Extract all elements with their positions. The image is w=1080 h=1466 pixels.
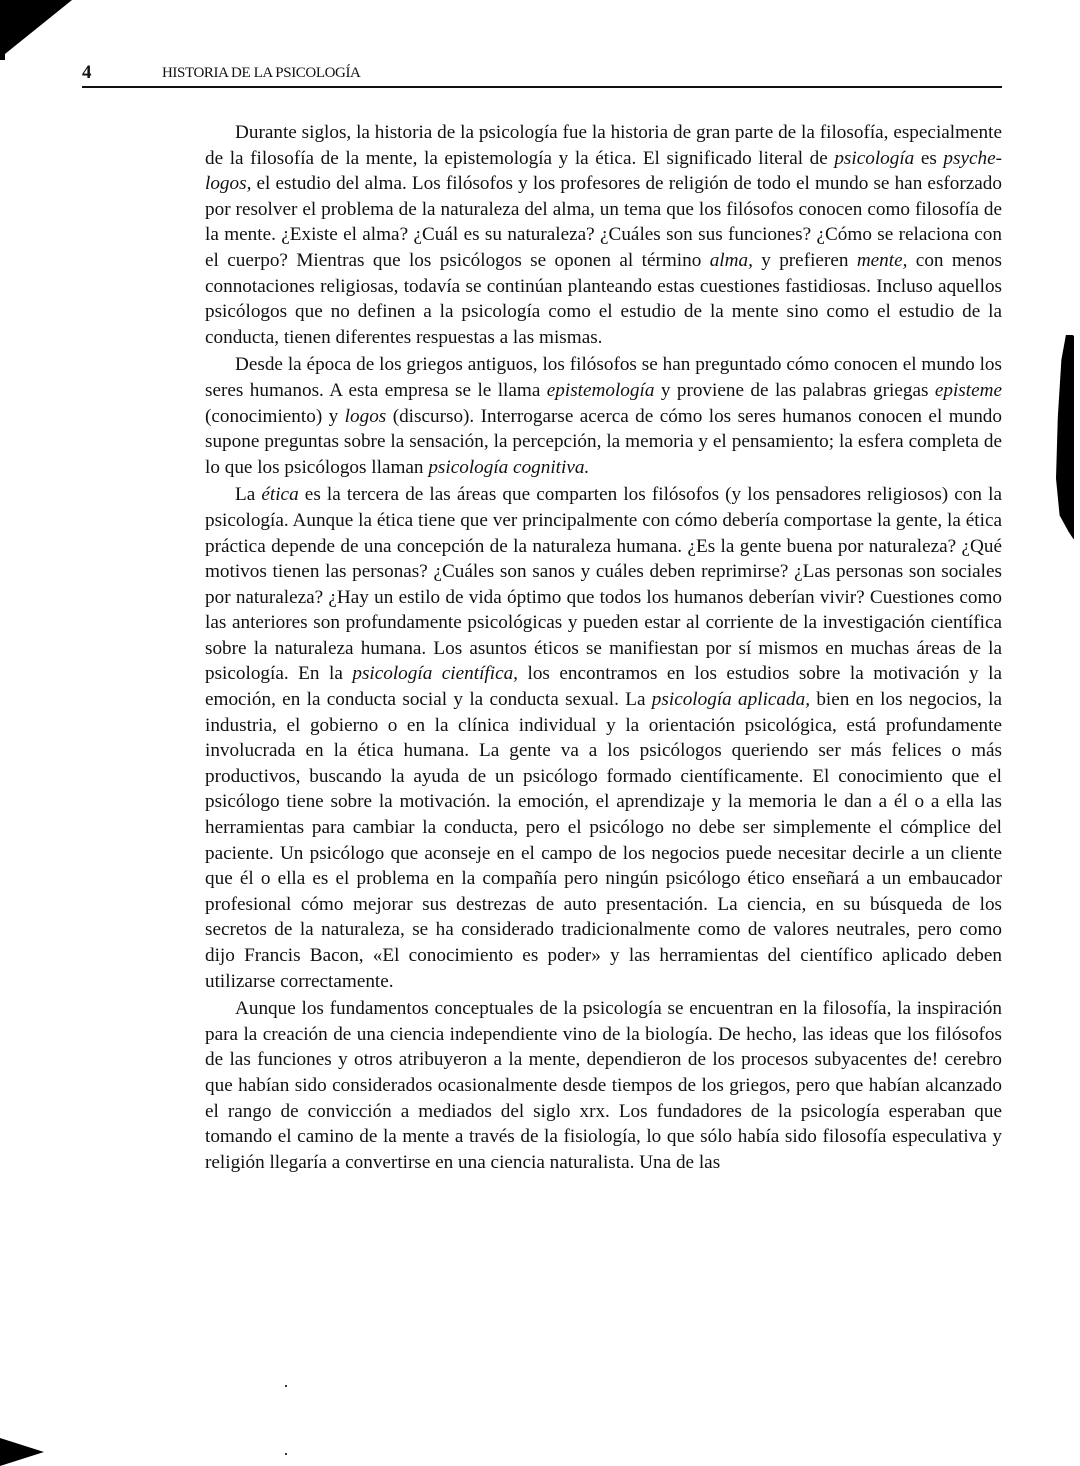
paragraph [205, 352, 1002, 480]
scan-speck [285, 1385, 287, 1387]
text-run: Durante siglos, la historia de la psicología fue la historia de gran parte de la filosofía, especialmente de la filosofía de la mente, la epistemología y la ética. El significado literal de [205, 122, 1002, 169]
text-run: es [914, 147, 944, 169]
text-run: y proviene de las palabras griegas [654, 379, 935, 401]
italic-term: episteme [934, 379, 1002, 401]
text-run: y prefieren [752, 249, 857, 271]
italic-term: psicología científica, [352, 663, 518, 685]
scan-speck [285, 1453, 287, 1455]
text-run: La [235, 484, 262, 506]
italic-term: psicología cognitiva. [428, 456, 590, 478]
italic-term: ética [261, 484, 299, 506]
corner-scan-mark-bottom [0, 1438, 44, 1466]
italic-term: psicología aplicada, [651, 689, 811, 711]
text-run: los encontramos en los estudios sobre la motivación y la emoción, en la conducta social y la conducta sexual. La [205, 663, 1003, 711]
text-run: (discurso). Interrogarse acerca de cómo los seres humanos conocen el mundo supone preguntas sobre la sensación, la percepción, la memoria y el pensamiento; la esfera completa de lo que los psicólogos llaman [205, 405, 1002, 478]
italic-term: alma, [709, 249, 753, 271]
text-run: bien en los negocios, la industria, el gobierno o en la clínica individual y la orientación psicológica, está profundamente involucrada en la ética humana. La gente va a los psicólogos queriendo ser más felices o más productivos, buscando la ayuda de un psicólogo formado científicamente. El conocimiento que el psicólogo tiene sobre la motivación. la emoción, el aprendizaje y la memoria le dan a él o a ella las herramientas para cambiar la conducta, pero el psicólogo no debe ser simplemente el cómplice del paciente. Un psicólogo que aconseje en el campo de los negocios puede necesitar decirle a un cliente que él o ella es el problema en la compañía pero ningún psicólogo ético enseñará a un embaucador profesional cómo mejorar sus destrezas de auto presentación. La ciencia, en su búsqueda de los secretos de la naturaleza, se ha considerado tradicionalmente como de valores neutrales, pero como dijo Francis Bacon, «El conocimiento es poder» y las herramientas del científico aplicado deben utilizarse correctamente. [205, 689, 1003, 992]
corner-scan-mark-triangle [0, 0, 72, 58]
text-run: (conocimiento) y [205, 405, 345, 427]
text-run: Aunque los fundamentos conceptuales de la psicología se encuentran en la filosofía, la inspiración para la creación de una ciencia independiente vino de la biología. De hecho, las ideas que los filósofos de las funciones y otros atribuyeron a la mente, dependieron de los procesos subyacentes de! cerebro que habían sido considerados ocasionalmente desde tiempos de los griegos, pero que habían alcanzado el rango de convicción a mediados del siglo xrx. Los fundadores de la psicología esperaban que tomando el camino de la mente a través de la fisiología, lo que sólo había sido filosofía especulativa y religión llegaría a convertirse en una ciencia naturalista. Una de las [205, 998, 1002, 1173]
paragraph [205, 996, 1002, 1175]
italic-term: logos [344, 405, 387, 427]
text-run: es la tercera de las áreas que comparten los filósofos (y los pensadores religiosos) con la psicología. Aunque la ética tiene que ver principalmente con cómo debería comportase la gente, la ética práctica depende de una concepción de la naturaleza humana. ¿Es la gente buena por naturaleza? ¿Qué motivos tienen las personas? ¿Cuáles son sanos y cuáles deben reprimirse? ¿Las personas son sociales por naturaleza? ¿Hay un estilo de vida óptimo que todos los humanos deberían vivir? Cuestiones como las anteriores son profundamente psicológicas y pueden estar al corriente de la investigación científica sobre la naturaleza humana. Los asuntos éticos se manifiestan por sí mismos en muchas áreas de la psicología. En la [205, 484, 1002, 685]
page-header [82, 62, 1002, 86]
body-text [205, 120, 1002, 1175]
running-title: HISTORIA DE LA PSICOLOGÍA [162, 65, 361, 81]
header-rule [82, 86, 1002, 88]
paragraph [205, 482, 1002, 994]
page-number: 4 [82, 62, 92, 83]
italic-term: psyche-logos, [205, 147, 1002, 195]
italic-term: psicología [834, 147, 915, 169]
text-run: Desde la época de los griegos antiguos, los filósofos se han preguntado cómo conocen el mundo los seres humanos. A esta empresa se le llama [205, 354, 1002, 401]
text-run: con menos connotaciones religiosas, todavía se continúan planteando estas cuestiones fastidiosas. Incluso aquellos psicólogos que no definen a la psicología como el estudio de la mente sino como el estudio de la conducta, tienen diferentes respuestas a las mismas. [205, 249, 1002, 348]
text-run: el estudio del alma. Los filósofos y los profesores de religión de todo el mundo se han esforzado por resolver el problema de la naturaleza del alma, un tema que los filósofos conocen como filosofía de la mente. ¿Existe el alma? ¿Cuál es su naturaleza? ¿Cuáles son sus funciones? ¿Cómo se relaciona con el cuerpo? Mientras que los psicólogos se oponen al término [205, 173, 1002, 271]
italic-term: mente, [856, 249, 908, 271]
paragraph [205, 120, 1002, 350]
italic-term: epistemología [546, 379, 655, 401]
page-edge-shadow [1056, 335, 1074, 540]
